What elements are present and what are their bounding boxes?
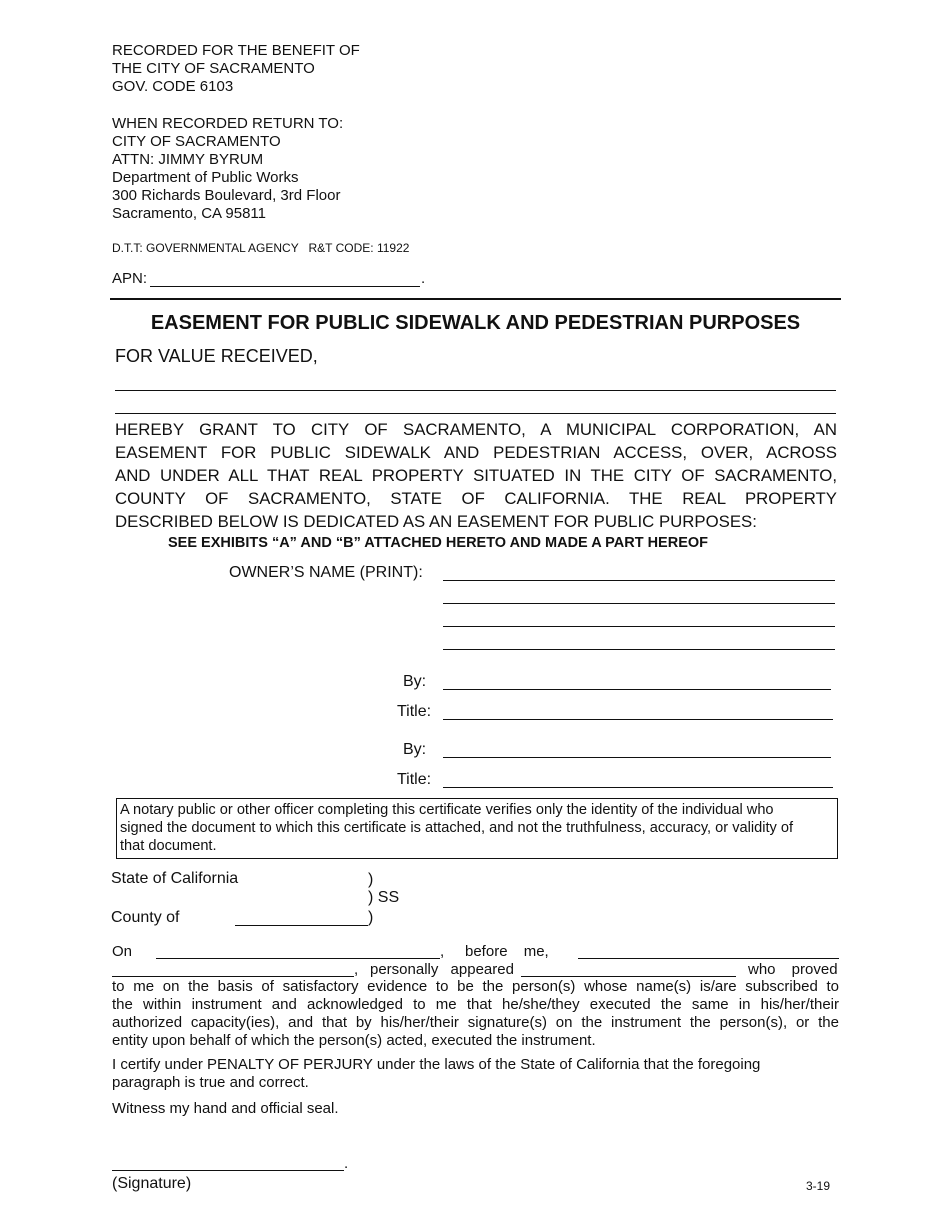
notary-signature-field[interactable] bbox=[112, 1170, 344, 1171]
grant-line: COUNTY OF SACRAMENTO, STATE OF CALIFORNIA. THE REAL PROPERTY bbox=[115, 489, 837, 508]
apn-field[interactable] bbox=[150, 286, 420, 287]
apn-period: . bbox=[421, 270, 426, 287]
owner-name-field-2[interactable] bbox=[443, 603, 835, 604]
date-field[interactable] bbox=[156, 958, 440, 959]
title-field-1[interactable] bbox=[443, 719, 833, 720]
grant-line: EASEMENT FOR PUBLIC SIDEWALK AND PEDESTRIAN ACCESS, OVER, ACROSS bbox=[115, 443, 837, 462]
notary-box-line: that document. bbox=[120, 838, 217, 854]
header-divider bbox=[110, 298, 841, 300]
notary-box-line: A notary public or other officer completing this certificate verifies only the identity of the individual who bbox=[120, 802, 774, 818]
by-label-1: By: bbox=[403, 673, 427, 690]
before-me-label: before me, bbox=[465, 943, 549, 960]
return-line: WHEN RECORDED RETURN TO: bbox=[112, 115, 344, 132]
ack-line: entity upon behalf of which the person(s) acted, executed the instrument. bbox=[112, 1032, 596, 1049]
perjury-paragraph bbox=[112, 1056, 760, 1092]
acknowledgment-body bbox=[112, 978, 839, 1050]
state-label: State of California bbox=[111, 870, 239, 887]
exhibits-reference: SEE EXHIBITS “A” AND “B” ATTACHED HERETO AND MADE A PART HEREOF bbox=[168, 535, 709, 551]
ack-line: the within instrument and acknowledged to me that he/she/they executed the same in his/her/their bbox=[112, 996, 839, 1013]
signer-name-field[interactable] bbox=[521, 976, 736, 977]
ack-line: authorized capacity(ies), and that by his/her/their signature(s) on the instrument the person(s), or the bbox=[112, 1014, 839, 1031]
comma: , bbox=[354, 961, 359, 978]
county-label: County of bbox=[111, 909, 180, 926]
owner-name-field-4[interactable] bbox=[443, 649, 835, 650]
grantor-line-1[interactable] bbox=[115, 390, 836, 391]
document-title: EASEMENT FOR PUBLIC SIDEWALK AND PEDESTRIAN PURPOSES bbox=[150, 312, 801, 334]
title-label-2: Title: bbox=[397, 771, 432, 788]
return-line: ATTN: JIMMY BYRUM bbox=[112, 151, 264, 168]
notary-box-line: signed the document to which this certificate is attached, and not the truthfulness, accuracy, or validity of bbox=[120, 820, 794, 836]
perjury-line: I certify under PENALTY OF PERJURY under the laws of the State of California that the foregoing bbox=[112, 1056, 761, 1073]
witness-line: Witness my hand and official seal. bbox=[112, 1100, 339, 1117]
recorded-line: THE CITY OF SACRAMENTO bbox=[112, 60, 315, 77]
form-number: 3-19 bbox=[806, 1179, 831, 1193]
comma: , bbox=[440, 943, 445, 960]
venue-paren-bottom: ) bbox=[368, 909, 374, 926]
return-line: Department of Public Works bbox=[112, 169, 299, 186]
return-line: 300 Richards Boulevard, 3rd Floor bbox=[112, 187, 341, 204]
return-line: Sacramento, CA 95811 bbox=[112, 205, 266, 222]
notary-disclaimer-box bbox=[116, 798, 838, 859]
by-field-2[interactable] bbox=[443, 757, 831, 758]
apn-row bbox=[112, 270, 147, 287]
title-field-2[interactable] bbox=[443, 787, 833, 788]
grant-line: DESCRIBED BELOW IS DEDICATED AS AN EASEMENT FOR PUBLIC PURPOSES: bbox=[115, 512, 757, 531]
personally-appeared-label: personally appeared bbox=[370, 961, 514, 978]
recorded-line: GOV. CODE 6103 bbox=[112, 78, 234, 95]
return-to-block bbox=[112, 115, 343, 223]
grant-line: AND UNDER ALL THAT REAL PROPERTY SITUATED IN THE CITY OF SACRAMENTO, bbox=[115, 466, 837, 485]
owner-name-field-3[interactable] bbox=[443, 626, 835, 627]
for-value-received: FOR VALUE RECEIVED, bbox=[115, 346, 318, 366]
recorded-line: RECORDED FOR THE BENEFIT OF bbox=[112, 42, 360, 59]
return-line: CITY OF SACRAMENTO bbox=[112, 133, 281, 150]
recorded-for-block bbox=[112, 42, 360, 96]
on-label: On bbox=[112, 943, 133, 960]
signature-label: (Signature) bbox=[112, 1175, 192, 1192]
who-proved-label: who proved bbox=[748, 961, 838, 978]
by-label-2: By: bbox=[403, 741, 427, 758]
grant-paragraph bbox=[115, 418, 837, 533]
grant-line: HEREBY GRANT TO CITY OF SACRAMENTO, A MUNICIPAL CORPORATION, AN bbox=[115, 420, 837, 439]
perjury-line: paragraph is true and correct. bbox=[112, 1074, 309, 1091]
venue-ss: ) SS bbox=[368, 889, 400, 906]
owner-name-field-1[interactable] bbox=[443, 580, 835, 581]
notary-title-field[interactable] bbox=[112, 976, 354, 977]
ack-line: to me on the basis of satisfactory evidence to be the person(s) whose name(s) is/are subscribed to bbox=[112, 978, 839, 995]
dtt-line: D.T.T: GOVERNMENTAL AGENCY R&T CODE: 11922 bbox=[112, 241, 410, 255]
signature-period: . bbox=[344, 1155, 349, 1172]
county-field[interactable] bbox=[235, 925, 368, 926]
grantor-line-2[interactable] bbox=[115, 413, 836, 414]
title-label-1: Title: bbox=[397, 703, 432, 720]
apn-label: APN: bbox=[112, 270, 148, 287]
venue-paren-top: ) bbox=[368, 871, 374, 888]
notary-name-field[interactable] bbox=[578, 958, 839, 959]
by-field-1[interactable] bbox=[443, 689, 831, 690]
owner-name-label: OWNER’S NAME (PRINT): bbox=[229, 564, 423, 581]
